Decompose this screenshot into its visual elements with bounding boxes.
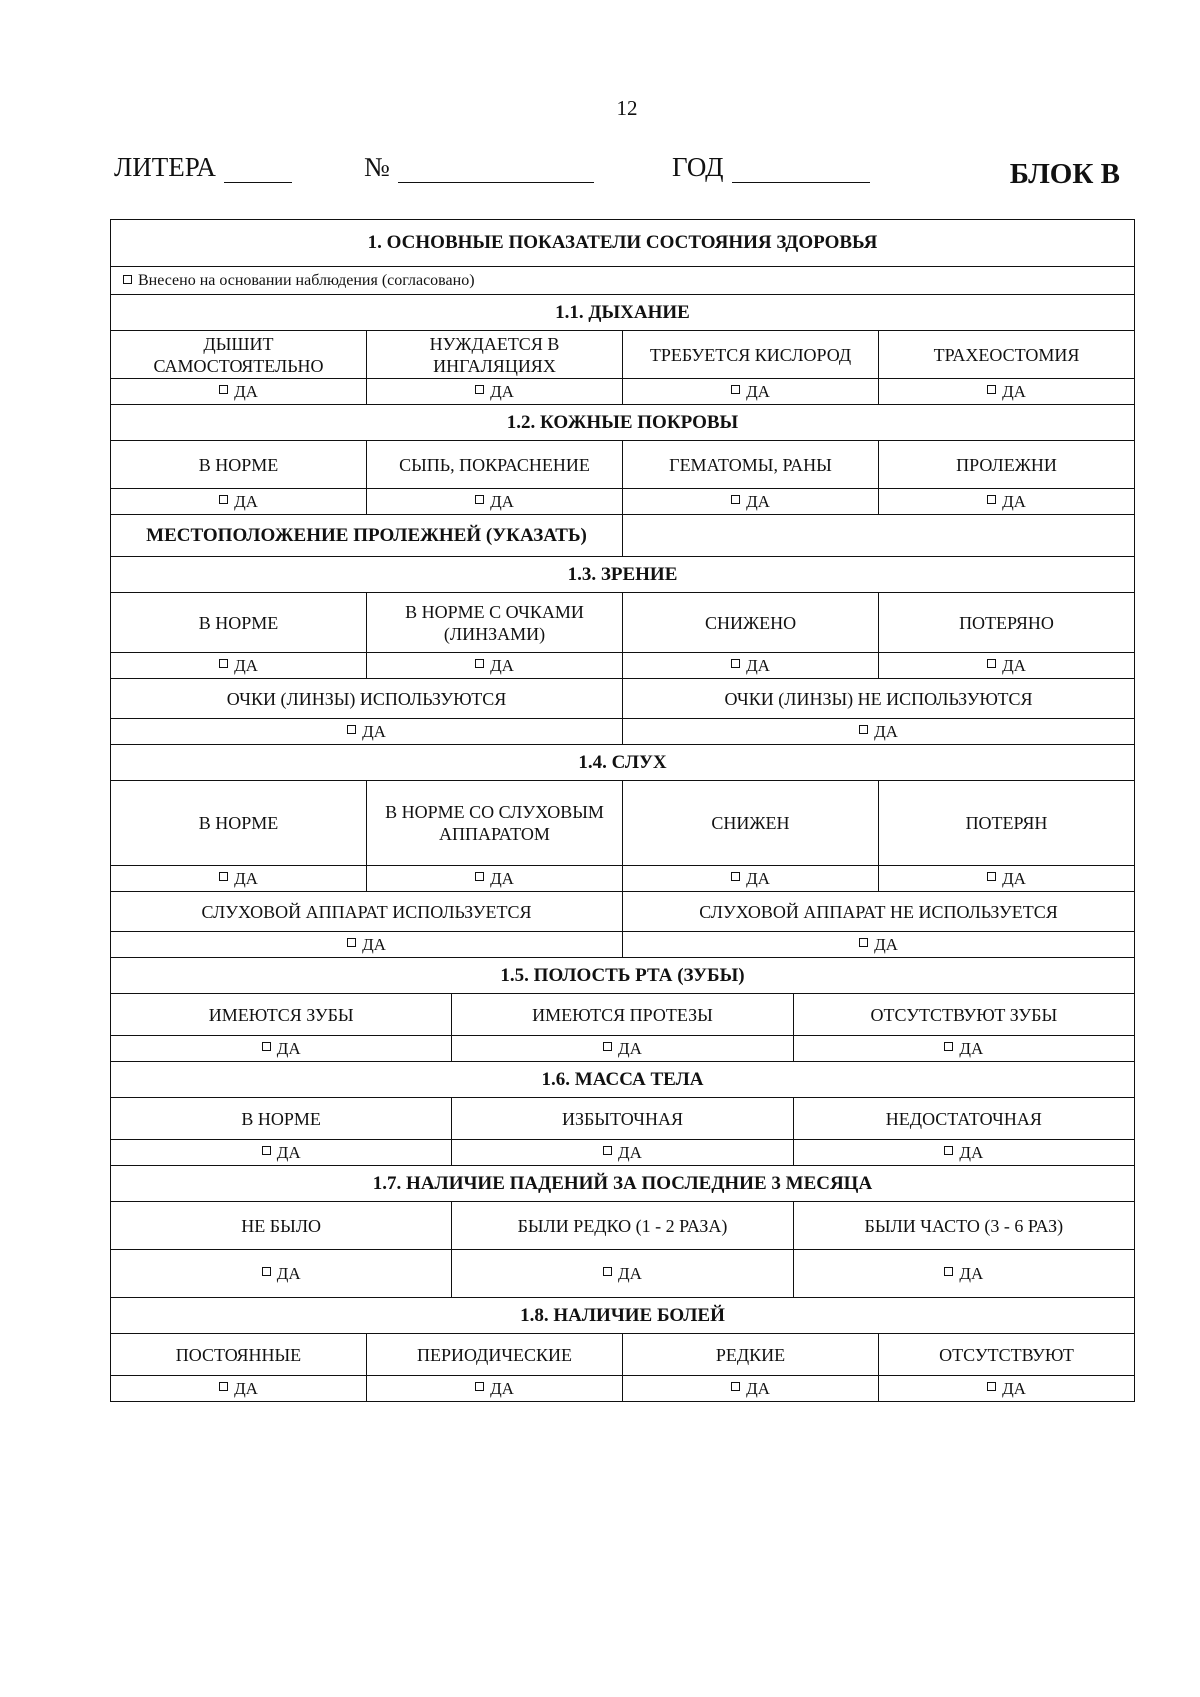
breathing-option-label: ТРАХЕОСТОМИЯ <box>878 331 1134 378</box>
checkbox-icon[interactable] <box>475 872 484 881</box>
falls-option-label: БЫЛИ ЧАСТО (3 - 6 РАЗ) <box>793 1202 1134 1249</box>
weight-options-row <box>111 1097 1134 1139</box>
year-input-line[interactable] <box>732 156 870 183</box>
yes-checkbox[interactable] <box>793 1140 1134 1165</box>
yes-checkbox[interactable] <box>111 1250 451 1297</box>
breathing-yes-row <box>111 378 1134 404</box>
bedsore-location-input[interactable] <box>622 515 1134 556</box>
hearing-options-row <box>111 780 1134 865</box>
checkbox-icon[interactable] <box>219 1382 228 1391</box>
yes-checkbox[interactable] <box>451 1250 792 1297</box>
skin-title: 1.2. КОЖНЫЕ ПОКРОВЫ <box>506 411 739 433</box>
yes-label: ДА <box>618 1142 642 1162</box>
yes-label: ДА <box>276 1142 301 1162</box>
yes-label: ДА <box>959 1263 984 1283</box>
skin-option-label: ГЕМАТОМЫ, РАНЫ <box>622 441 878 488</box>
hearing-yes-row <box>111 865 1134 891</box>
yes-checkbox[interactable] <box>111 1036 451 1061</box>
observation-note: Внесено на основании наблюдения (согласовано) <box>138 271 475 289</box>
checkbox-icon[interactable] <box>987 1382 996 1391</box>
vision-title: 1.3. ЗРЕНИЕ <box>567 563 678 585</box>
breathing-title-row <box>111 294 1134 330</box>
hearing-title-row <box>111 744 1134 780</box>
section-1-title: 1. ОСНОВНЫЕ ПОКАЗАТЕЛИ СОСТОЯНИЯ ЗДОРОВЬЯ <box>367 232 878 253</box>
yes-label: ДА <box>234 655 258 675</box>
checkbox-icon[interactable] <box>262 1042 271 1051</box>
yes-checkbox[interactable] <box>622 489 878 514</box>
checkbox-icon[interactable] <box>987 495 996 504</box>
mouth-option-label: ОТСУТСТВУЮТ ЗУБЫ <box>793 994 1134 1035</box>
checkbox-icon[interactable] <box>475 495 484 504</box>
bedsore-location-label: МЕСТОПОЛОЖЕНИЕ ПРОЛЕЖНЕЙ (УКАЗАТЬ) <box>146 524 587 546</box>
page-number: 12 <box>616 96 638 120</box>
falls-option-label: НЕ БЫЛО <box>241 1215 322 1236</box>
vision-option-label: СНИЖЕНО <box>622 593 878 652</box>
skin-title-row <box>111 404 1134 440</box>
vision-option-label: В НОРМЕ <box>198 612 279 633</box>
checkbox-icon[interactable] <box>731 495 740 504</box>
yes-label: ДА <box>959 1142 984 1162</box>
yes-checkbox[interactable] <box>622 932 1134 957</box>
checkbox-icon[interactable] <box>859 938 868 947</box>
yes-checkbox[interactable] <box>622 379 878 404</box>
pain-option-label: ПОСТОЯННЫЕ <box>175 1344 302 1365</box>
number-field[interactable] <box>364 152 594 183</box>
observation-checkbox[interactable] <box>111 267 1134 294</box>
yes-checkbox[interactable] <box>451 1140 792 1165</box>
checkbox-icon[interactable] <box>731 385 740 394</box>
number-input-line[interactable] <box>398 156 594 183</box>
checkbox-icon[interactable] <box>347 938 356 947</box>
glasses-used-label: ОЧКИ (ЛИНЗЫ) ИСПОЛЬЗУЮТСЯ <box>226 688 507 709</box>
yes-label: ДА <box>618 1263 642 1283</box>
glasses-yes-row <box>111 718 1134 744</box>
yes-label: ДА <box>1002 491 1026 511</box>
checkbox-icon[interactable] <box>603 1146 612 1155</box>
yes-label: ДА <box>490 491 514 511</box>
health-form-table <box>110 219 1135 1402</box>
yes-label: ДА <box>234 491 258 511</box>
yes-checkbox[interactable] <box>451 1036 792 1061</box>
yes-label: ДА <box>959 1038 984 1058</box>
checkbox-icon[interactable] <box>262 1267 271 1276</box>
falls-title-row <box>111 1165 1134 1201</box>
yes-checkbox[interactable] <box>111 1376 366 1401</box>
yes-checkbox[interactable] <box>111 489 366 514</box>
mouth-title-row <box>111 957 1134 993</box>
yes-checkbox[interactable] <box>111 379 366 404</box>
yes-checkbox[interactable] <box>878 866 1134 891</box>
checkbox-icon[interactable] <box>731 1382 740 1391</box>
checkbox-icon[interactable] <box>944 1042 953 1051</box>
pain-option-label: РЕДКИЕ <box>622 1334 878 1375</box>
litera-label: ЛИТЕРА <box>114 152 216 182</box>
checkbox-icon[interactable] <box>475 385 484 394</box>
yes-checkbox[interactable] <box>622 719 1134 744</box>
yes-checkbox[interactable] <box>878 653 1134 678</box>
breathing-option-label: ТРЕБУЕТСЯ КИСЛОРОД <box>622 331 878 378</box>
yes-checkbox[interactable] <box>622 653 878 678</box>
checkbox-icon[interactable] <box>219 659 228 668</box>
yes-checkbox[interactable] <box>793 1036 1134 1061</box>
pain-title: 1.8. НАЛИЧИЕ БОЛЕЙ <box>520 1304 725 1326</box>
pain-options-row <box>111 1333 1134 1375</box>
weight-title: 1.6. МАССА ТЕЛА <box>541 1068 704 1090</box>
hearing-aid-not-used-label: СЛУХОВОЙ АППАРАТ НЕ ИСПОЛЬЗУЕТСЯ <box>622 892 1134 931</box>
hearing-aid-yes-row <box>111 931 1134 957</box>
yes-checkbox[interactable] <box>622 866 878 891</box>
skin-option-label: ПРОЛЕЖНИ <box>878 441 1134 488</box>
yes-label: ДА <box>1002 1378 1026 1398</box>
block-label: БЛОК В <box>1009 158 1120 190</box>
yes-checkbox[interactable] <box>622 1376 878 1401</box>
yes-checkbox[interactable] <box>793 1250 1134 1297</box>
checkbox-icon[interactable] <box>944 1146 953 1155</box>
hearing-option-label: ПОТЕРЯН <box>878 781 1134 865</box>
checkbox-icon[interactable] <box>603 1042 612 1051</box>
yes-label: ДА <box>490 868 514 888</box>
checkbox-icon[interactable] <box>123 275 132 284</box>
section-1-title-row <box>111 220 1134 266</box>
yes-checkbox[interactable] <box>366 1376 622 1401</box>
yes-label: ДА <box>362 934 386 954</box>
checkbox-icon[interactable] <box>219 872 228 881</box>
weight-option-label: НЕДОСТАТОЧНАЯ <box>793 1098 1134 1139</box>
observation-note-row <box>111 266 1134 294</box>
yes-label: ДА <box>490 381 514 401</box>
yes-label: ДА <box>362 721 386 741</box>
yes-label: ДА <box>234 1378 258 1398</box>
bedsore-location-row <box>111 514 1134 556</box>
mouth-title: 1.5. ПОЛОСТЬ РТА (ЗУБЫ) <box>500 964 745 986</box>
yes-label: ДА <box>1002 655 1026 675</box>
vision-title-row <box>111 556 1134 592</box>
yes-label: ДА <box>618 1038 642 1058</box>
checkbox-icon[interactable] <box>475 659 484 668</box>
yes-label: ДА <box>874 721 898 741</box>
checkbox-icon[interactable] <box>731 872 740 881</box>
weight-option-label: ИЗБЫТОЧНАЯ <box>451 1098 792 1139</box>
year-field[interactable] <box>672 152 870 183</box>
yes-checkbox[interactable] <box>111 866 366 891</box>
pain-option-label: ПЕРИОДИЧЕСКИЕ <box>366 1334 622 1375</box>
yes-label: ДА <box>490 1378 514 1398</box>
weight-title-row <box>111 1061 1134 1097</box>
glasses-use-row <box>111 678 1134 718</box>
number-label: № <box>364 152 390 182</box>
checkbox-icon[interactable] <box>987 659 996 668</box>
yes-label: ДА <box>276 1038 301 1058</box>
hearing-option-label: СНИЖЕН <box>622 781 878 865</box>
yes-label: ДА <box>276 1263 301 1283</box>
vision-option-label: ПОТЕРЯНО <box>878 593 1134 652</box>
checkbox-icon[interactable] <box>347 725 356 734</box>
yes-checkbox[interactable] <box>366 653 622 678</box>
checkbox-icon[interactable] <box>262 1146 271 1155</box>
yes-label: ДА <box>746 381 770 401</box>
mouth-yes-row <box>111 1035 1134 1061</box>
year-label: ГОД <box>672 152 724 182</box>
checkbox-icon[interactable] <box>219 495 228 504</box>
checkbox-icon[interactable] <box>731 659 740 668</box>
yes-checkbox[interactable] <box>878 379 1134 404</box>
breathing-option-label: ДЫШИТ САМОСТОЯТЕЛЬНО <box>153 333 324 376</box>
checkbox-icon[interactable] <box>475 1382 484 1391</box>
yes-checkbox[interactable] <box>111 719 622 744</box>
yes-label: ДА <box>490 655 514 675</box>
falls-title: 1.7. НАЛИЧИЕ ПАДЕНИЙ ЗА ПОСЛЕДНИЕ 3 МЕСЯЦА <box>372 1172 873 1194</box>
hearing-title: 1.4. СЛУХ <box>578 751 667 773</box>
checkbox-icon[interactable] <box>859 725 868 734</box>
yes-label: ДА <box>874 934 898 954</box>
yes-label: ДА <box>234 381 258 401</box>
litera-input-line[interactable] <box>224 156 292 183</box>
yes-checkbox[interactable] <box>366 489 622 514</box>
yes-label: ДА <box>746 1378 770 1398</box>
checkbox-icon[interactable] <box>987 385 996 394</box>
mouth-options-row <box>111 993 1134 1035</box>
breathing-option-label: НУЖДАЕТСЯ В ИНГАЛЯЦИЯХ <box>366 331 622 378</box>
weight-option-label: В НОРМЕ <box>241 1108 321 1129</box>
breathing-title: 1.1. ДЫХАНИЕ <box>555 301 690 323</box>
pain-option-label: ОТСУТСТВУЮТ <box>878 1334 1134 1375</box>
yes-checkbox[interactable] <box>878 489 1134 514</box>
yes-label: ДА <box>746 655 770 675</box>
yes-label: ДА <box>1002 381 1026 401</box>
yes-label: ДА <box>1002 868 1026 888</box>
skin-yes-row <box>111 488 1134 514</box>
litera-field[interactable] <box>114 152 292 183</box>
yes-checkbox[interactable] <box>878 1376 1134 1401</box>
weight-yes-row <box>111 1139 1134 1165</box>
yes-checkbox[interactable] <box>366 866 622 891</box>
yes-checkbox[interactable] <box>111 1140 451 1165</box>
yes-checkbox[interactable] <box>111 653 366 678</box>
hearing-option-label: В НОРМЕ СО СЛУХОВЫМ АППАРАТОМ <box>366 781 622 865</box>
yes-checkbox[interactable] <box>366 379 622 404</box>
falls-option-label: БЫЛИ РЕДКО (1 - 2 РАЗА) <box>451 1202 792 1249</box>
falls-options-row <box>111 1201 1134 1249</box>
yes-checkbox[interactable] <box>111 932 622 957</box>
mouth-option-label: ИМЕЮТСЯ ЗУБЫ <box>208 1004 354 1025</box>
yes-label: ДА <box>746 491 770 511</box>
yes-label: ДА <box>746 868 770 888</box>
pain-title-row <box>111 1297 1134 1333</box>
checkbox-icon[interactable] <box>603 1267 612 1276</box>
checkbox-icon[interactable] <box>944 1267 953 1276</box>
vision-yes-row <box>111 652 1134 678</box>
falls-yes-row <box>111 1249 1134 1297</box>
hearing-aid-use-row <box>111 891 1134 931</box>
breathing-options-row <box>111 330 1134 378</box>
vision-option-label: В НОРМЕ С ОЧКАМИ (ЛИНЗАМИ) <box>366 593 622 652</box>
vision-options-row <box>111 592 1134 652</box>
checkbox-icon[interactable] <box>219 385 228 394</box>
skin-options-row <box>111 440 1134 488</box>
skin-option-label: В НОРМЕ <box>198 454 279 475</box>
pain-yes-row <box>111 1375 1134 1401</box>
hearing-aid-used-label: СЛУХОВОЙ АППАРАТ ИСПОЛЬЗУЕТСЯ <box>201 901 532 922</box>
yes-label: ДА <box>234 868 258 888</box>
hearing-option-label: В НОРМЕ <box>198 813 279 833</box>
mouth-option-label: ИМЕЮТСЯ ПРОТЕЗЫ <box>451 994 792 1035</box>
checkbox-icon[interactable] <box>987 872 996 881</box>
glasses-not-used-label: ОЧКИ (ЛИНЗЫ) НЕ ИСПОЛЬЗУЮТСЯ <box>622 679 1134 718</box>
skin-option-label: СЫПЬ, ПОКРАСНЕНИЕ <box>366 441 622 488</box>
